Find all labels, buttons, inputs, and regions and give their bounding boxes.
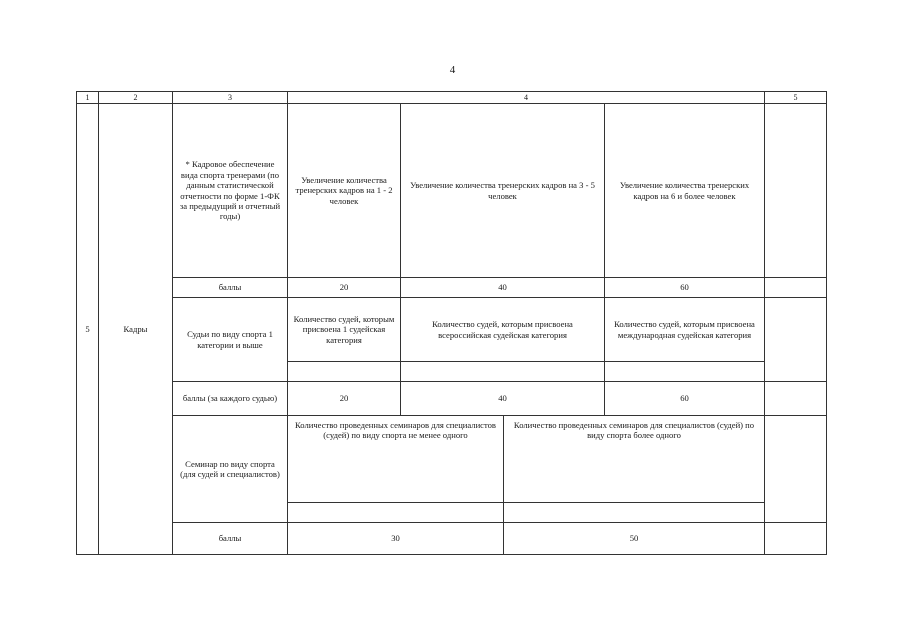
header-col-4: 4 [288, 92, 765, 104]
seminars-criterion: Семинар по виду спорта (для судей и специалистов) [173, 416, 288, 523]
coaches-option-2: Увеличение количества тренерских кадров на 3 - 5 человек [401, 104, 605, 278]
seminars-empty-cell [765, 416, 827, 523]
coaches-points-row [77, 278, 827, 298]
seminars-points-2: 50 [504, 523, 765, 555]
header-col-3: 3 [173, 92, 288, 104]
seminars-option-1: Количество проведенных семинаров для специалистов (судей) по виду спорта не менее одного [288, 416, 504, 503]
seminars-points-empty [765, 523, 827, 555]
seminars-points-row [77, 523, 827, 555]
judges-criterion-row [77, 298, 827, 362]
seminars-criterion-row [77, 416, 827, 503]
header-col-2: 2 [99, 92, 173, 104]
coaches-points-1: 20 [288, 278, 401, 298]
judges-spacer-3 [605, 362, 765, 382]
judges-option-2: Количество судей, которым присвоена всероссийская судейская категория [401, 298, 605, 362]
coaches-empty-cell [765, 104, 827, 278]
judges-points-2: 40 [401, 382, 605, 416]
coaches-points-2: 40 [401, 278, 605, 298]
judges-points-label: баллы (за каждого судью) [173, 382, 288, 416]
judges-empty-cell [765, 298, 827, 382]
coaches-option-3: Увеличение количества тренерских кадров на 6 и более человек [605, 104, 765, 278]
coaches-criterion: * Кадровое обеспечение вида спорта тренерами (по данным статистической отчетности по форме 1-ФК за предыдущий и отчетный годы) [173, 104, 288, 278]
page-number: 4 [449, 64, 456, 76]
coaches-points-empty [765, 278, 827, 298]
header-col-5: 5 [765, 92, 827, 104]
judges-points-empty [765, 382, 827, 416]
judges-criterion: Судьи по виду спорта 1 категории и выше [173, 298, 288, 382]
seminars-points-1: 30 [288, 523, 504, 555]
judges-option-3: Количество судей, которым присвоена международная судейская категория [605, 298, 765, 362]
judges-option-1: Количество судей, которым присвоена 1 судейская категория [288, 298, 401, 362]
judges-points-3: 60 [605, 382, 765, 416]
coaches-points-3: 60 [605, 278, 765, 298]
seminars-spacer-1 [288, 503, 504, 523]
section-name: Кадры [99, 104, 173, 555]
judges-spacer-1 [288, 362, 401, 382]
judges-spacer-2 [401, 362, 605, 382]
seminars-spacer-2 [504, 503, 765, 523]
judges-points-1: 20 [288, 382, 401, 416]
header-col-1: 1 [77, 92, 99, 104]
section-number: 5 [77, 104, 99, 555]
coaches-criterion-row [77, 104, 827, 278]
judges-points-row [77, 382, 827, 416]
seminars-points-label: баллы [173, 523, 288, 555]
seminars-option-2: Количество проведенных семинаров для специалистов (судей) по виду спорта более одного [504, 416, 765, 503]
coaches-points-label: баллы [173, 278, 288, 298]
criteria-table [76, 91, 827, 555]
coaches-option-1: Увеличение количества тренерских кадров на 1 - 2 человек [288, 104, 401, 278]
header-row [77, 92, 827, 104]
